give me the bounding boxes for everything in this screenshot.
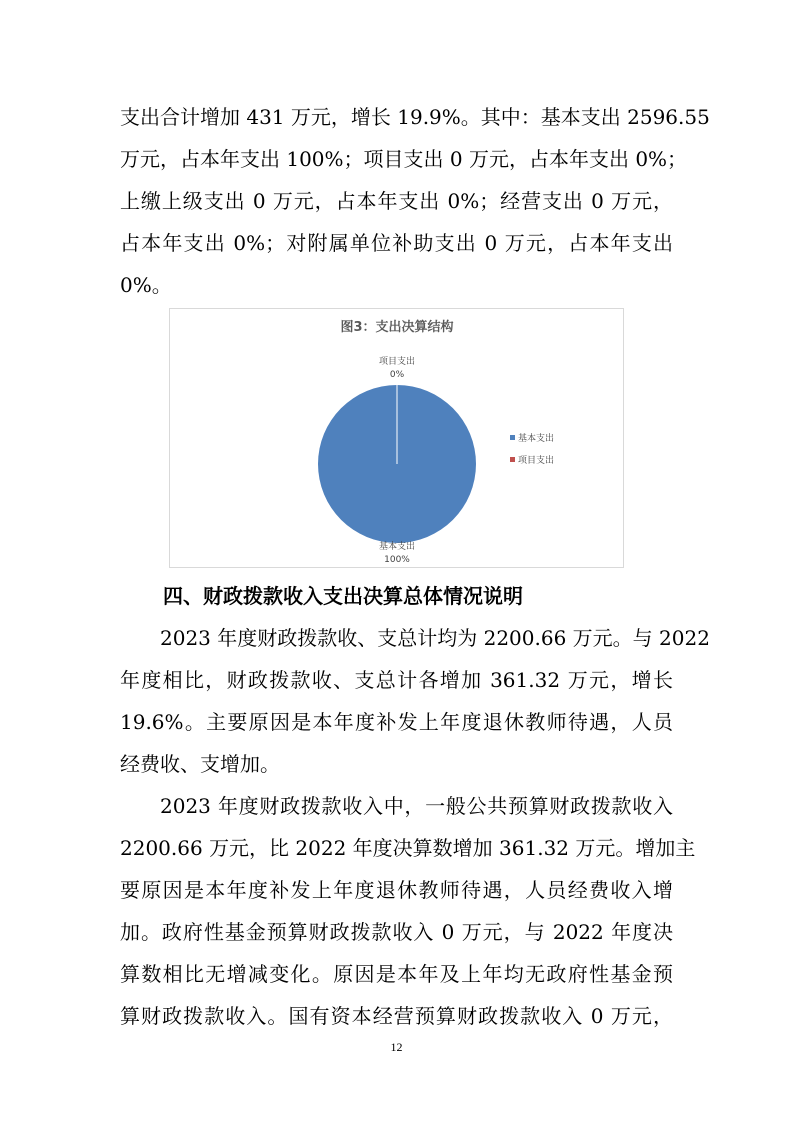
text-line: 年度相比，财政拨款收、支总计各增加 361.32 万元，增长 [120, 668, 673, 692]
legend-label-project: 项目支出 [518, 456, 555, 466]
text-line: 算财政拨款收入。国有资本经营预算财政拨款收入 0 万元， [120, 1004, 673, 1028]
paragraph-expenditure-summary [120, 96, 710, 306]
pie-chart-svg [170, 309, 625, 569]
text-line: 19.6%。主要原因是本年度补发上年度退休教师待遇，人员 [120, 710, 673, 734]
text-line: 加。政府性基金预算财政拨款收入 0 万元，与 2022 年度决 [120, 920, 673, 944]
data-label-basic-name: 基本支出 [378, 542, 416, 552]
text-line: 2023 年度财政拨款收、支总计均为 2200.66 万元。与 2022 [160, 626, 710, 650]
data-label-project-name: 项目支出 [378, 357, 416, 367]
text-line: 占本年支出 0%；对附属单位补助支出 0 万元，占本年支出 [120, 231, 673, 255]
pie-slices [318, 385, 476, 543]
text-line: 上缴上级支出 0 万元，占本年支出 0%；经营支出 0 万元， [120, 189, 673, 213]
page-number: 12 [390, 1040, 403, 1054]
text-line: 2200.66 万元，比 2022 年度决算数增加 361.32 万元。增加主 [120, 836, 696, 860]
text-line: 经费收、支增加。 [120, 752, 280, 776]
chart-title: 图3：支出决算结构 [340, 320, 454, 335]
text-line: 要原因是本年度补发上年度退休教师待遇，人员经费收入增 [120, 878, 673, 902]
text-line: 2023 年度财政拨款收入中，一般公共预算财政拨款收入 [160, 794, 673, 818]
text-line: 0%。 [120, 273, 172, 297]
data-label-basic-value: 100% [384, 555, 410, 565]
data-label-project-value: 0% [389, 370, 405, 380]
paragraph-appropriation-total [120, 617, 710, 785]
expenditure-structure-chart [169, 308, 624, 568]
text-line: 算数相比无增减变化。原因是本年及上年均无政府性基金预 [120, 962, 673, 986]
text-line: 支出合计增加 431 万元，增长 19.9%。其中：基本支出 2596.55 [120, 105, 710, 129]
legend-swatch-basic [510, 435, 515, 440]
legend-label-basic: 基本支出 [518, 434, 555, 444]
paragraph-appropriation-income [120, 785, 696, 1037]
text-line: 万元，占本年支出 100%；项目支出 0 万元，占本年支出 0%； [120, 147, 688, 171]
section-heading: 四、财政拨款收入支出决算总体情况说明 [163, 584, 523, 608]
legend-swatch-project [510, 457, 515, 462]
